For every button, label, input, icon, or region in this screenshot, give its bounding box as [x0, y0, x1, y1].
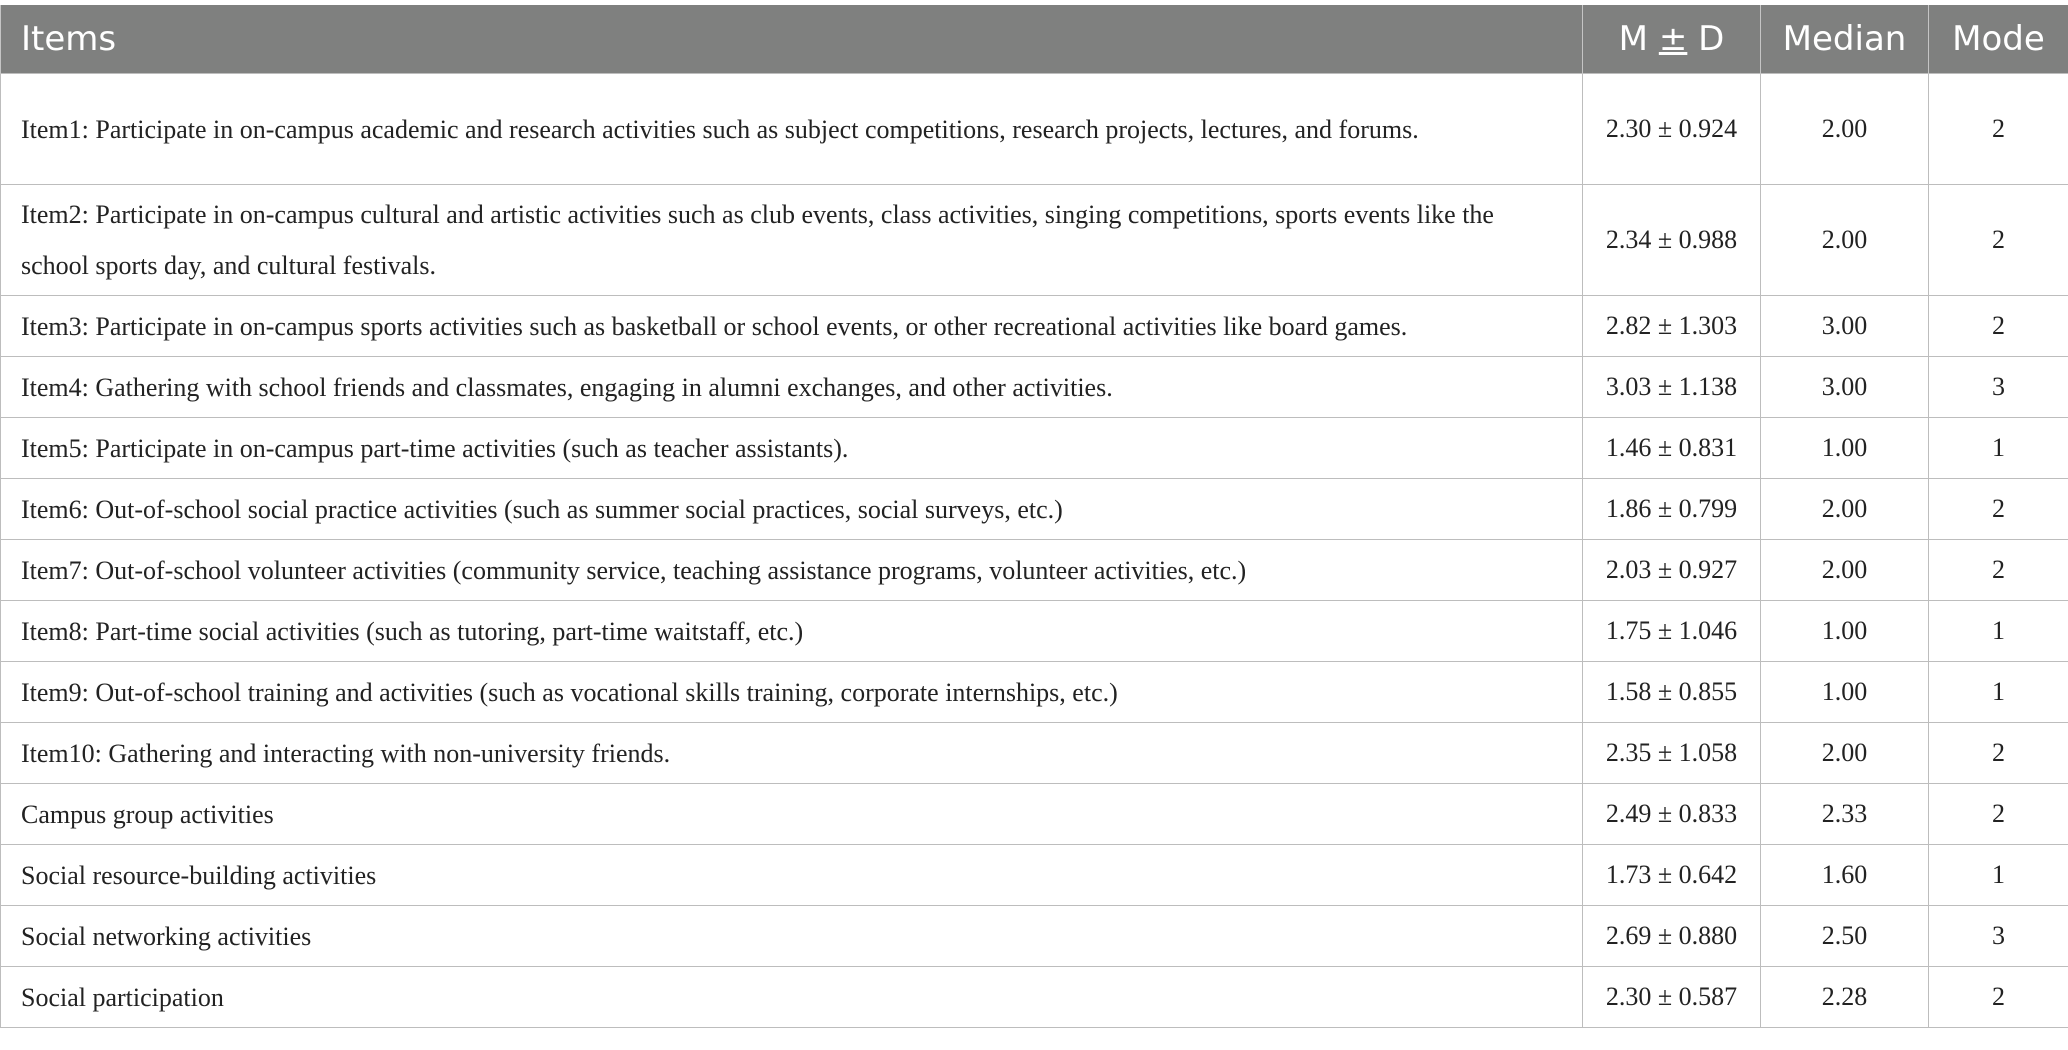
mode-cell: 2: [1929, 967, 2068, 1028]
median-cell: 1.00: [1761, 662, 1929, 723]
median-cell: 1.00: [1761, 601, 1929, 662]
median-cell: 2.28: [1761, 967, 1929, 1028]
median-cell: 2.00: [1761, 723, 1929, 784]
mean-deviation-cell: 2.69 ± 0.880: [1583, 906, 1761, 967]
table-row: [1, 357, 2068, 418]
item-cell: Item1: Participate in on-campus academic and research activities such as subject competitions, research projects, lectures, and forums.: [1, 74, 1583, 185]
item-cell: Item8: Part-time social activities (such as tutoring, part-time waitstaff, etc.): [1, 601, 1583, 662]
table-row: [1, 723, 2068, 784]
mean-deviation-cell: 2.35 ± 1.058: [1583, 723, 1761, 784]
table-row: [1, 967, 2068, 1028]
table-row: [1, 296, 2068, 357]
statistics-table: [0, 5, 2068, 1028]
mean-deviation-cell: 2.03 ± 0.927: [1583, 540, 1761, 601]
table-row: [1, 784, 2068, 845]
mean-deviation-cell: 1.86 ± 0.799: [1583, 479, 1761, 540]
mean-deviation-cell: 2.49 ± 0.833: [1583, 784, 1761, 845]
mean-deviation-cell: 2.82 ± 1.303: [1583, 296, 1761, 357]
mode-cell: 1: [1929, 601, 2068, 662]
header-md-suffix: D: [1687, 19, 1725, 59]
median-cell: 2.50: [1761, 906, 1929, 967]
median-cell: 3.00: [1761, 357, 1929, 418]
item-cell: Social participation: [1, 967, 1583, 1028]
mean-deviation-cell: 3.03 ± 1.138: [1583, 357, 1761, 418]
table-row: [1, 601, 2068, 662]
median-cell: 2.33: [1761, 784, 1929, 845]
header-md-prefix: M: [1618, 19, 1659, 59]
mean-deviation-cell: 1.73 ± 0.642: [1583, 845, 1761, 906]
table-row: [1, 662, 2068, 723]
median-cell: 3.00: [1761, 296, 1929, 357]
table-row: [1, 845, 2068, 906]
mean-deviation-cell: 1.58 ± 0.855: [1583, 662, 1761, 723]
table-body: [1, 74, 2068, 1028]
header-mean-deviation: [1583, 5, 1761, 74]
mean-deviation-cell: 1.75 ± 1.046: [1583, 601, 1761, 662]
mean-deviation-cell: 1.46 ± 0.831: [1583, 418, 1761, 479]
item-cell: Item3: Participate in on-campus sports activities such as basketball or school events, or other recreational activities like board games.: [1, 296, 1583, 357]
item-cell: Item5: Participate in on-campus part-time activities (such as teacher assistants).: [1, 418, 1583, 479]
header-items: Items: [1, 5, 1583, 74]
median-cell: 2.00: [1761, 185, 1929, 296]
item-cell: Item9: Out-of-school training and activities (such as vocational skills training, corporate internships, etc.): [1, 662, 1583, 723]
mode-cell: 2: [1929, 540, 2068, 601]
item-cell: Item6: Out-of-school social practice activities (such as summer social practices, social surveys, etc.): [1, 479, 1583, 540]
table-row: [1, 540, 2068, 601]
item-cell: Social networking activities: [1, 906, 1583, 967]
mode-cell: 1: [1929, 845, 2068, 906]
table-header: [1, 5, 2068, 74]
item-cell: Campus group activities: [1, 784, 1583, 845]
mode-cell: 2: [1929, 479, 2068, 540]
table-row: [1, 74, 2068, 185]
median-cell: 1.00: [1761, 418, 1929, 479]
item-cell: Item2: Participate in on-campus cultural and artistic activities such as club events, class activities, singing competitions, sports events like the school sports day, and cultural festivals.: [1, 185, 1583, 296]
median-cell: 2.00: [1761, 479, 1929, 540]
table-row: [1, 906, 2068, 967]
header-row: [1, 5, 2068, 74]
median-cell: 2.00: [1761, 540, 1929, 601]
mode-cell: 2: [1929, 784, 2068, 845]
mode-cell: 3: [1929, 357, 2068, 418]
item-cell: Social resource-building activities: [1, 845, 1583, 906]
table-row: [1, 479, 2068, 540]
mean-deviation-cell: 2.30 ± 0.587: [1583, 967, 1761, 1028]
mode-cell: 2: [1929, 74, 2068, 185]
item-cell: Item4: Gathering with school friends and classmates, engaging in alumni exchanges, and other activities.: [1, 357, 1583, 418]
header-md-symbol: ±: [1658, 19, 1688, 59]
mean-deviation-cell: 2.34 ± 0.988: [1583, 185, 1761, 296]
mean-deviation-cell: 2.30 ± 0.924: [1583, 74, 1761, 185]
table-row: [1, 418, 2068, 479]
mode-cell: 3: [1929, 906, 2068, 967]
mode-cell: 1: [1929, 418, 2068, 479]
item-cell: Item7: Out-of-school volunteer activities (community service, teaching assistance programs, volunteer activities, etc.): [1, 540, 1583, 601]
median-cell: 2.00: [1761, 74, 1929, 185]
mode-cell: 1: [1929, 662, 2068, 723]
median-cell: 1.60: [1761, 845, 1929, 906]
table-row: [1, 185, 2068, 296]
mode-cell: 2: [1929, 723, 2068, 784]
mode-cell: 2: [1929, 296, 2068, 357]
item-cell: Item10: Gathering and interacting with non-university friends.: [1, 723, 1583, 784]
mode-cell: 2: [1929, 185, 2068, 296]
header-mode: Mode: [1929, 5, 2068, 74]
header-median: Median: [1761, 5, 1929, 74]
